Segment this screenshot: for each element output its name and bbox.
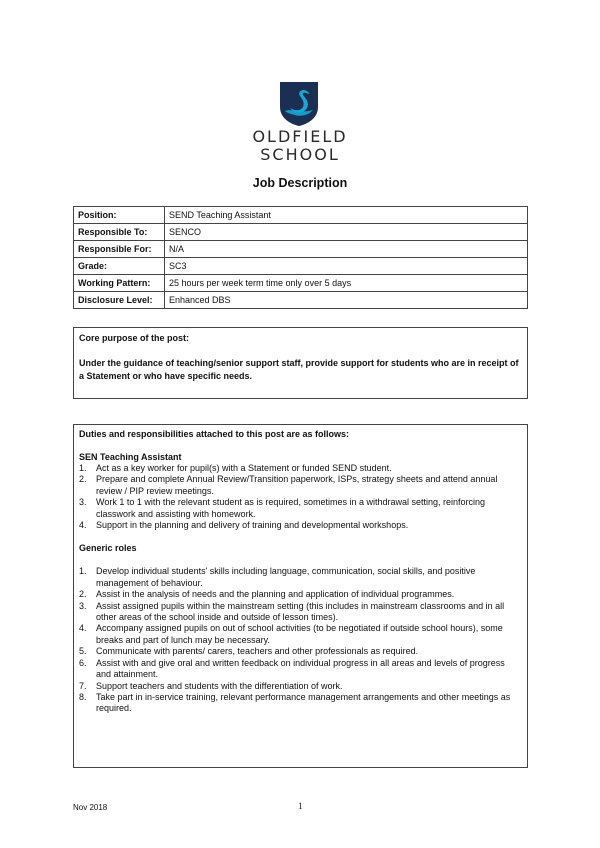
list-item: 4. Support in the planning and delivery of training and developmental workshops. [79, 520, 409, 531]
core-purpose-heading: Core purpose of the post: [79, 333, 189, 343]
row-label: Position: [74, 207, 165, 224]
table-row [74, 258, 528, 275]
sen-list [79, 463, 522, 531]
list-item: 7. Support teachers and students with the differentiation of work. [79, 680, 343, 691]
footer-date: Nov 2018 [73, 803, 108, 812]
row-value: SC3 [165, 258, 528, 275]
generic-roles-list [79, 566, 522, 714]
list-item: 1. Act as a key worker for pupil(s) with a Statement or funded SEND student. [79, 463, 392, 473]
table-row [74, 275, 528, 292]
list-item: 3. Work 1 to 1 with the relevant student as is required, sometimes in a withdrawal setting, reinforcing classwork and assisting with homework. [79, 497, 486, 519]
table-row [74, 241, 528, 258]
row-value: Enhanced DBS [165, 292, 528, 309]
document-title: Job Description [252, 176, 348, 190]
row-label: Responsible For: [74, 241, 165, 258]
duties-heading: Duties and responsibilities attached to this post are as follows: [79, 429, 350, 439]
row-label: Grade: [74, 258, 165, 275]
list-item: 8. Take part in in-service training, relevant performance management arrangements and other meetings as required. [79, 691, 511, 714]
list-item: 1. Develop individual students' skills including language, communication, social skills, and positive management of behaviour. [79, 566, 476, 588]
page-number: 1 [298, 801, 303, 811]
table-row [74, 292, 528, 309]
row-label: Working Pattern: [74, 275, 165, 292]
row-value: SENCO [165, 224, 528, 241]
list-item: 2. Prepare and complete Annual Review/Transition paperwork, ISPs, strategy sheets and attend annual review / PIP review meetings. [79, 474, 498, 496]
duties-box [73, 424, 528, 768]
school-name-line2: SCHOOL [260, 145, 340, 164]
sen-heading: SEN Teaching Assistant [79, 452, 182, 462]
generic-roles-heading: Generic roles [79, 543, 137, 554]
row-value: 25 hours per week term time only over 5 days [165, 275, 528, 292]
row-value: SEND Teaching Assistant [165, 207, 528, 224]
core-purpose-box [73, 327, 528, 399]
row-label: Disclosure Level: [74, 292, 165, 309]
list-item: 6. Assist with and give oral and written feedback on individual progress in all areas and levels of progress and attainment. [79, 657, 505, 680]
list-item: 2. Assist in the analysis of needs and the planning and application of individual programmes. [79, 589, 455, 600]
list-item: 4. Accompany assigned pupils on out of school activities (to be negotiated if outside school hours), some breaks and part of lunch may be necessary. [79, 623, 503, 645]
table-row [74, 224, 528, 241]
core-purpose-text: Under the guidance of teaching/senior support staff, provide support for students who are in receipt of a Statement or who have specific needs. [79, 358, 519, 381]
school-name-line1: OLDFIELD [252, 127, 348, 146]
job-info-table [73, 206, 528, 309]
list-item: 3. Assist assigned pupils within the mainstream setting (this includes in mainstream classrooms and in all other areas of the school inside and outside of lesson times). [79, 600, 505, 623]
list-item: 5. Communicate with parents/ carers, teachers and other professionals as required. [79, 646, 419, 657]
row-label: Responsible To: [74, 224, 165, 241]
swan-crest-icon [279, 81, 319, 127]
row-value: N/A [165, 241, 528, 258]
table-row [74, 207, 528, 224]
